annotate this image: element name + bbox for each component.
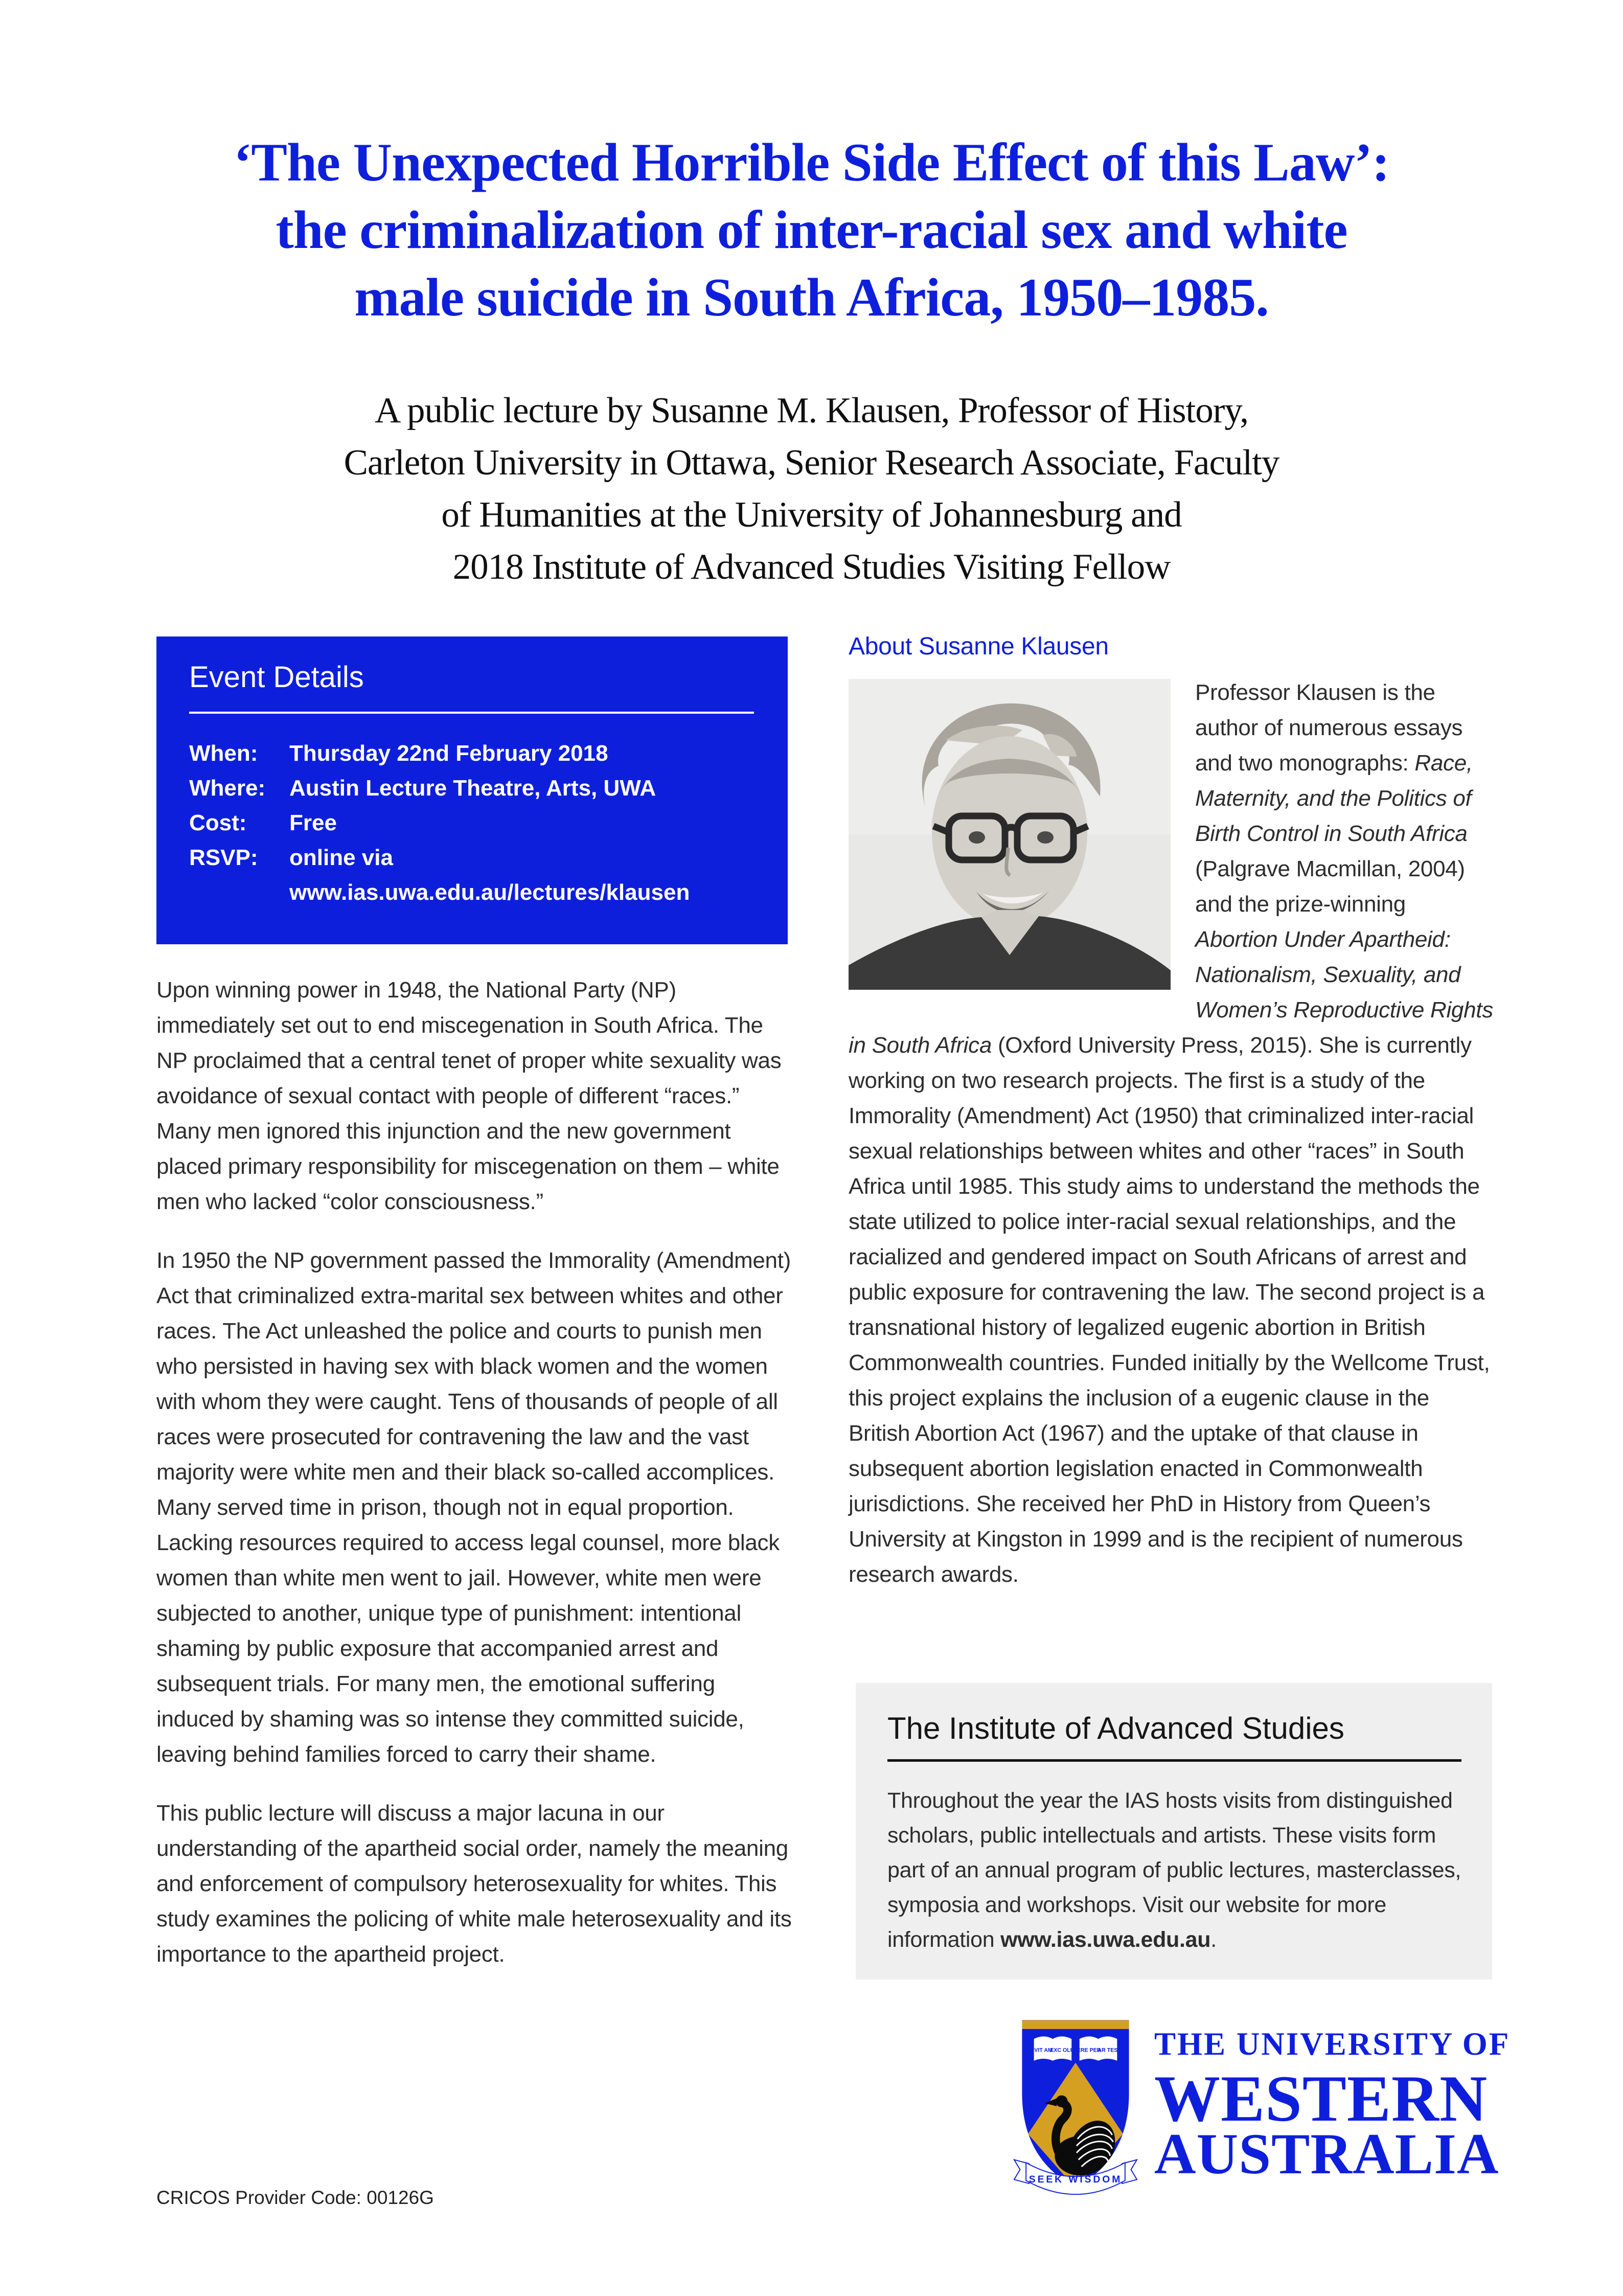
title-line: ‘The Unexpected Horrible Side Effect of this Law’: — [233, 132, 1390, 192]
ias-text-segment: Throughout the year the IAS hosts visits from distinguished scholars, public intellectuals and artists. These visits form part of an annual program of public lectures, masterclasses, symposia and workshops. Visit our website for more information — [887, 1788, 1461, 1952]
event-row-when — [189, 736, 767, 771]
ias-text — [887, 1783, 1461, 1957]
title-line: male suicide in South Africa, 1950–1985. — [354, 267, 1269, 327]
ias-info-box — [856, 1683, 1492, 1980]
event-label: RSVP: — [189, 845, 258, 870]
body-paragraph: This public lecture will discuss a major lacuna in our understanding of the apartheid social order, namely the meaning and enforcement of compulsory heterosexuality for whites. This study examines the policing of white male heterosexuality and its importance to the apartheid project. — [156, 1801, 792, 1967]
logo-line-western: WESTERN — [1154, 2061, 1488, 2135]
uwa-logotype — [1154, 2026, 1511, 2186]
book-page-text: AR TES — [1098, 2047, 1118, 2054]
ias-website-link[interactable]: www.ias.uwa.edu.au — [1000, 1927, 1211, 1952]
event-label: Cost: — [189, 810, 247, 835]
event-row-cost — [189, 806, 767, 840]
about-body — [849, 675, 1494, 1592]
book-page-text: ERE PER — [1077, 2047, 1101, 2054]
event-details-divider — [189, 712, 754, 714]
subtitle-line: 2018 Institute of Advanced Studies Visiting Fellow — [452, 547, 1171, 587]
logo-line-university-of: THE UNIVERSITY OF — [1154, 2026, 1511, 2062]
book-page-text: VIT AM — [1034, 2047, 1053, 2054]
event-row-rsvp-url — [189, 875, 767, 910]
subtitle-line: A public lecture by Susanne M. Klausen, Professor of History, — [374, 391, 1249, 430]
uwa-crest-icon — [1011, 2009, 1140, 2197]
about-text-segment-italic: Race, Maternity, and the Politics of Birth Control in South Africa — [1195, 751, 1473, 846]
lecture-abstract — [156, 972, 794, 1995]
about-section — [849, 633, 1494, 1592]
ias-text-segment: . — [1210, 1927, 1217, 1952]
event-label — [189, 875, 289, 910]
portrait-photo — [849, 679, 1171, 990]
event-value: online via — [289, 845, 393, 870]
event-details-heading: Event Details — [189, 661, 364, 694]
rsvp-url-link[interactable]: www.ias.uwa.edu.au/lectures/klausen — [289, 880, 690, 905]
ias-divider — [887, 1759, 1461, 1762]
about-text-segment: (Palgrave Macmillan, 2004) and the prize-winning — [1195, 856, 1465, 917]
event-row-where — [189, 771, 767, 806]
event-value: Austin Lecture Theatre, Arts, UWA — [289, 776, 656, 801]
body-paragraph: Upon winning power in 1948, the National Party (NP) immediately set out to end miscegenation in South Africa. The NP proclaimed that a central tenet of proper white sexuality was avoidance of sexual contact with people of different “races.” Many men ignored this injunction and the new government placed primary responsibility for miscegenation on them – white men who lacked “color consciousness.” — [156, 977, 782, 1214]
ias-heading: The Institute of Advanced Studies — [887, 1711, 1344, 1745]
about-text-segment: (Oxford University Press, 2015). She is currently working on two research projects. The first is a study of the Immorality (Amendment) Act (1950) that criminalized inter-racial sexual relationships between whites and other “races” in South Africa until 1985. This study aims to understand the methods the state utilized to police inter-racial sexual relationships, and the racialized and gendered impact on South Africans of arrest and public exposure for contravening the law. The second project is a transnational history of legalized eugenic abortion in British Commonwealth countries. Funded initially by the Wellcome Trust, this project explains the inclusion of a eugenic clause in the British Abortion Act (1967) and the uptake of that clause in subsequent abortion legislation enacted in Commonwealth jurisdictions. She received her PhD in History from Queen’s University at Kingston in 1999 and is the recipient of numerous research awards. — [849, 1033, 1490, 1587]
page-title — [123, 129, 1500, 331]
event-label: Where: — [189, 776, 266, 801]
title-line: the criminalization of inter-racial sex and white — [276, 200, 1347, 260]
uwa-logo — [1011, 2008, 1511, 2198]
book-page-text: EXC OLU — [1050, 2047, 1075, 2054]
event-value: Free — [289, 810, 337, 835]
logo-line-australia: AUSTRALIA — [1154, 2122, 1499, 2186]
body-paragraph: In 1950 the NP government passed the Immorality (Amendment) Act that criminalized extra-marital sex between whites and other races. The Act unleashed the police and courts to punish men who persisted in having sex with black women and the women with whom they were caught. Tens of thousands of people of all races were prosecuted for contravening the law and the vast majority were white men and their black so-called accomplices. Many served time in prison, though not in equal proportion. Lacking resources required to access legal counsel, more black women than white men went to jail. However, white men were subjected to another, unique type of punishment: intentional shaming by public exposure that accompanied arrest and subsequent trials. For many men, the emotional suffering induced by shaming was so intense they committed suicide, leaving behind families forced to carry their shame. — [156, 1248, 791, 1767]
event-details-box — [156, 636, 788, 944]
subtitle-line: Carleton University in Ottawa, Senior Research Associate, Faculty — [344, 443, 1279, 483]
cricos-code: CRICOS Provider Code: 00126G — [156, 2187, 434, 2208]
portrait-photo-graphic — [849, 679, 1171, 990]
event-label: When: — [189, 741, 258, 766]
lecture-subtitle — [107, 384, 1516, 593]
about-heading: About Susanne Klausen — [849, 633, 1109, 660]
about-text-segment: Professor Klausen is the author of numerous essays and two monographs: — [1195, 680, 1463, 776]
event-row-rsvp — [189, 840, 767, 875]
event-details-list — [189, 736, 767, 910]
event-value: Thursday 22nd February 2018 — [289, 741, 608, 766]
about-text-segment-italic: Abortion Under Apartheid: Nationalism, Sexuality, and Women’s Reproductive Rights in South Africa — [849, 927, 1493, 1058]
subtitle-line: of Humanities at the University of Johannesburg and — [441, 495, 1182, 535]
motto-text: SEEK WISDOM — [1028, 2173, 1123, 2185]
